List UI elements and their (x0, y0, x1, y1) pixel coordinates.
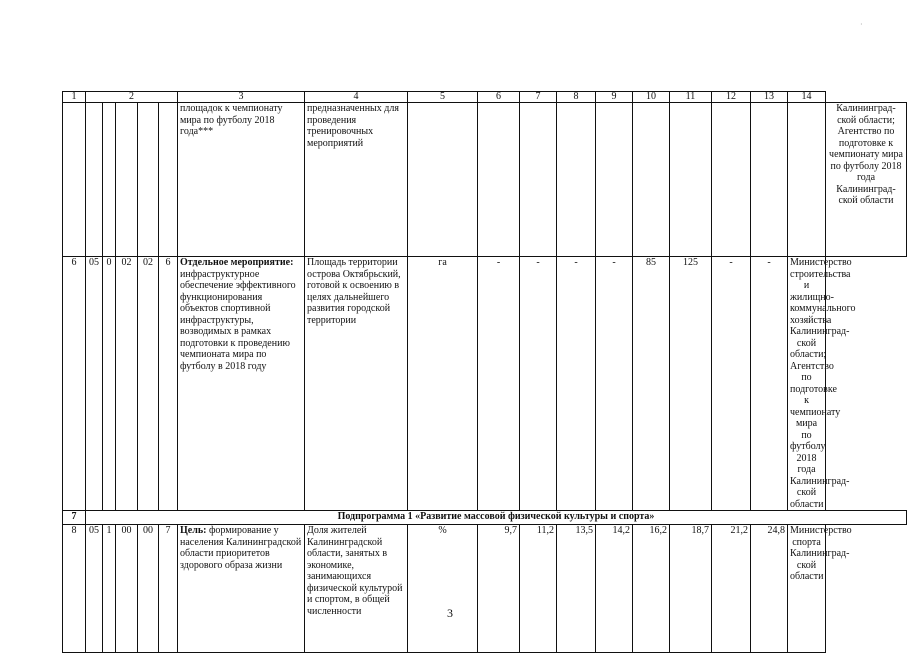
value-cell: 125 (670, 257, 712, 511)
value-cell: 9,7 (478, 525, 520, 653)
unit-cell: % (408, 525, 478, 653)
value-cell: - (520, 257, 557, 511)
col-header: 5 (408, 92, 478, 103)
code-cell: 1 (103, 525, 116, 653)
code-cell: 02 (138, 257, 159, 511)
row-number: 8 (63, 525, 86, 653)
col-header: 7 (520, 92, 557, 103)
col-header: 1 (63, 92, 86, 103)
measure-name (178, 525, 305, 653)
value-cell: - (478, 257, 520, 511)
code-cell: 02 (116, 257, 138, 511)
executor: Калининград-ской области; Агентство по подготовке к чемпионату мира по футболу 2018 года Калининград-ской области (826, 103, 907, 257)
value-cell: - (712, 257, 751, 511)
value-cell: 24,8 (751, 525, 788, 653)
col-header: 9 (596, 92, 633, 103)
col-header: 10 (633, 92, 670, 103)
col-header: 11 (670, 92, 712, 103)
col-header: 14 (788, 92, 826, 103)
indicator-name: предназначенных для проведения тренировочных мероприятий (305, 103, 408, 257)
indicator-name: Площадь территории острова Октябрьский, готовой к освоению в целях дальнейшего развития городской территории (305, 257, 408, 511)
code-cell: 7 (159, 525, 178, 653)
value-cell: - (557, 257, 596, 511)
program-table (62, 91, 907, 653)
executor: Министерство спорта Калининград-ской области (788, 525, 826, 653)
col-header: 13 (751, 92, 788, 103)
col-header: 8 (557, 92, 596, 103)
col-header: 2 (86, 92, 178, 103)
value-cell: 21,2 (712, 525, 751, 653)
code-cell: 0 (103, 257, 116, 511)
value-cell: 13,5 (557, 525, 596, 653)
page-number: 3 (447, 606, 453, 620)
table-row (63, 525, 907, 653)
measure-text: формирование у населения Калининградской области приоритетов здорового образа жизни (180, 525, 302, 571)
code-cell: 00 (138, 525, 159, 653)
measure-type: Цель: (180, 525, 207, 536)
table-row (63, 103, 907, 257)
row-number: 7 (63, 511, 86, 525)
value-cell: - (751, 257, 788, 511)
indicator-name: Доля жителей Калининградской области, занятых в экономике, занимающихся физической культурой и спортом, в общей численности (305, 525, 408, 653)
measure-text: инфраструктурное обеспечение эффективного функционирования объектов спортивной инфраструктуры, возводимых в рамках подготовки к проведению чемпионата мира по футболу в 2018 году (180, 268, 296, 372)
col-header: 12 (712, 92, 751, 103)
code-cell: 00 (116, 525, 138, 653)
code-cell: 6 (159, 257, 178, 511)
subprogram-title: Подпрограмма 1 «Развитие массовой физической культуры и спорта» (86, 511, 907, 525)
value-cell: 85 (633, 257, 670, 511)
table-row (63, 257, 907, 511)
scan-speck: · (860, 20, 863, 29)
unit-cell: га (408, 257, 478, 511)
value-cell: - (596, 257, 633, 511)
header-row (63, 92, 907, 103)
value-cell: 18,7 (670, 525, 712, 653)
executor: Министерство строительства и жилищно-коммунального хозяйства Калининград-ской области; Агентство по подготовке к чемпионату мира по футболу 2018 года Калининград-ской области (788, 257, 826, 511)
value-cell: 11,2 (520, 525, 557, 653)
value-cell: 14,2 (596, 525, 633, 653)
col-header: 4 (305, 92, 408, 103)
code-cell: 05 (86, 257, 103, 511)
col-header: 6 (478, 92, 520, 103)
value-cell: 16,2 (633, 525, 670, 653)
table-row (63, 511, 907, 525)
col-header: 3 (178, 92, 305, 103)
measure-name: площадок к чемпионату мира по футболу 2018 года*** (178, 103, 305, 257)
code-cell: 05 (86, 525, 103, 653)
measure-type: Отдельное мероприятие: (180, 257, 294, 268)
row-number: 6 (63, 257, 86, 511)
measure-name (178, 257, 305, 511)
